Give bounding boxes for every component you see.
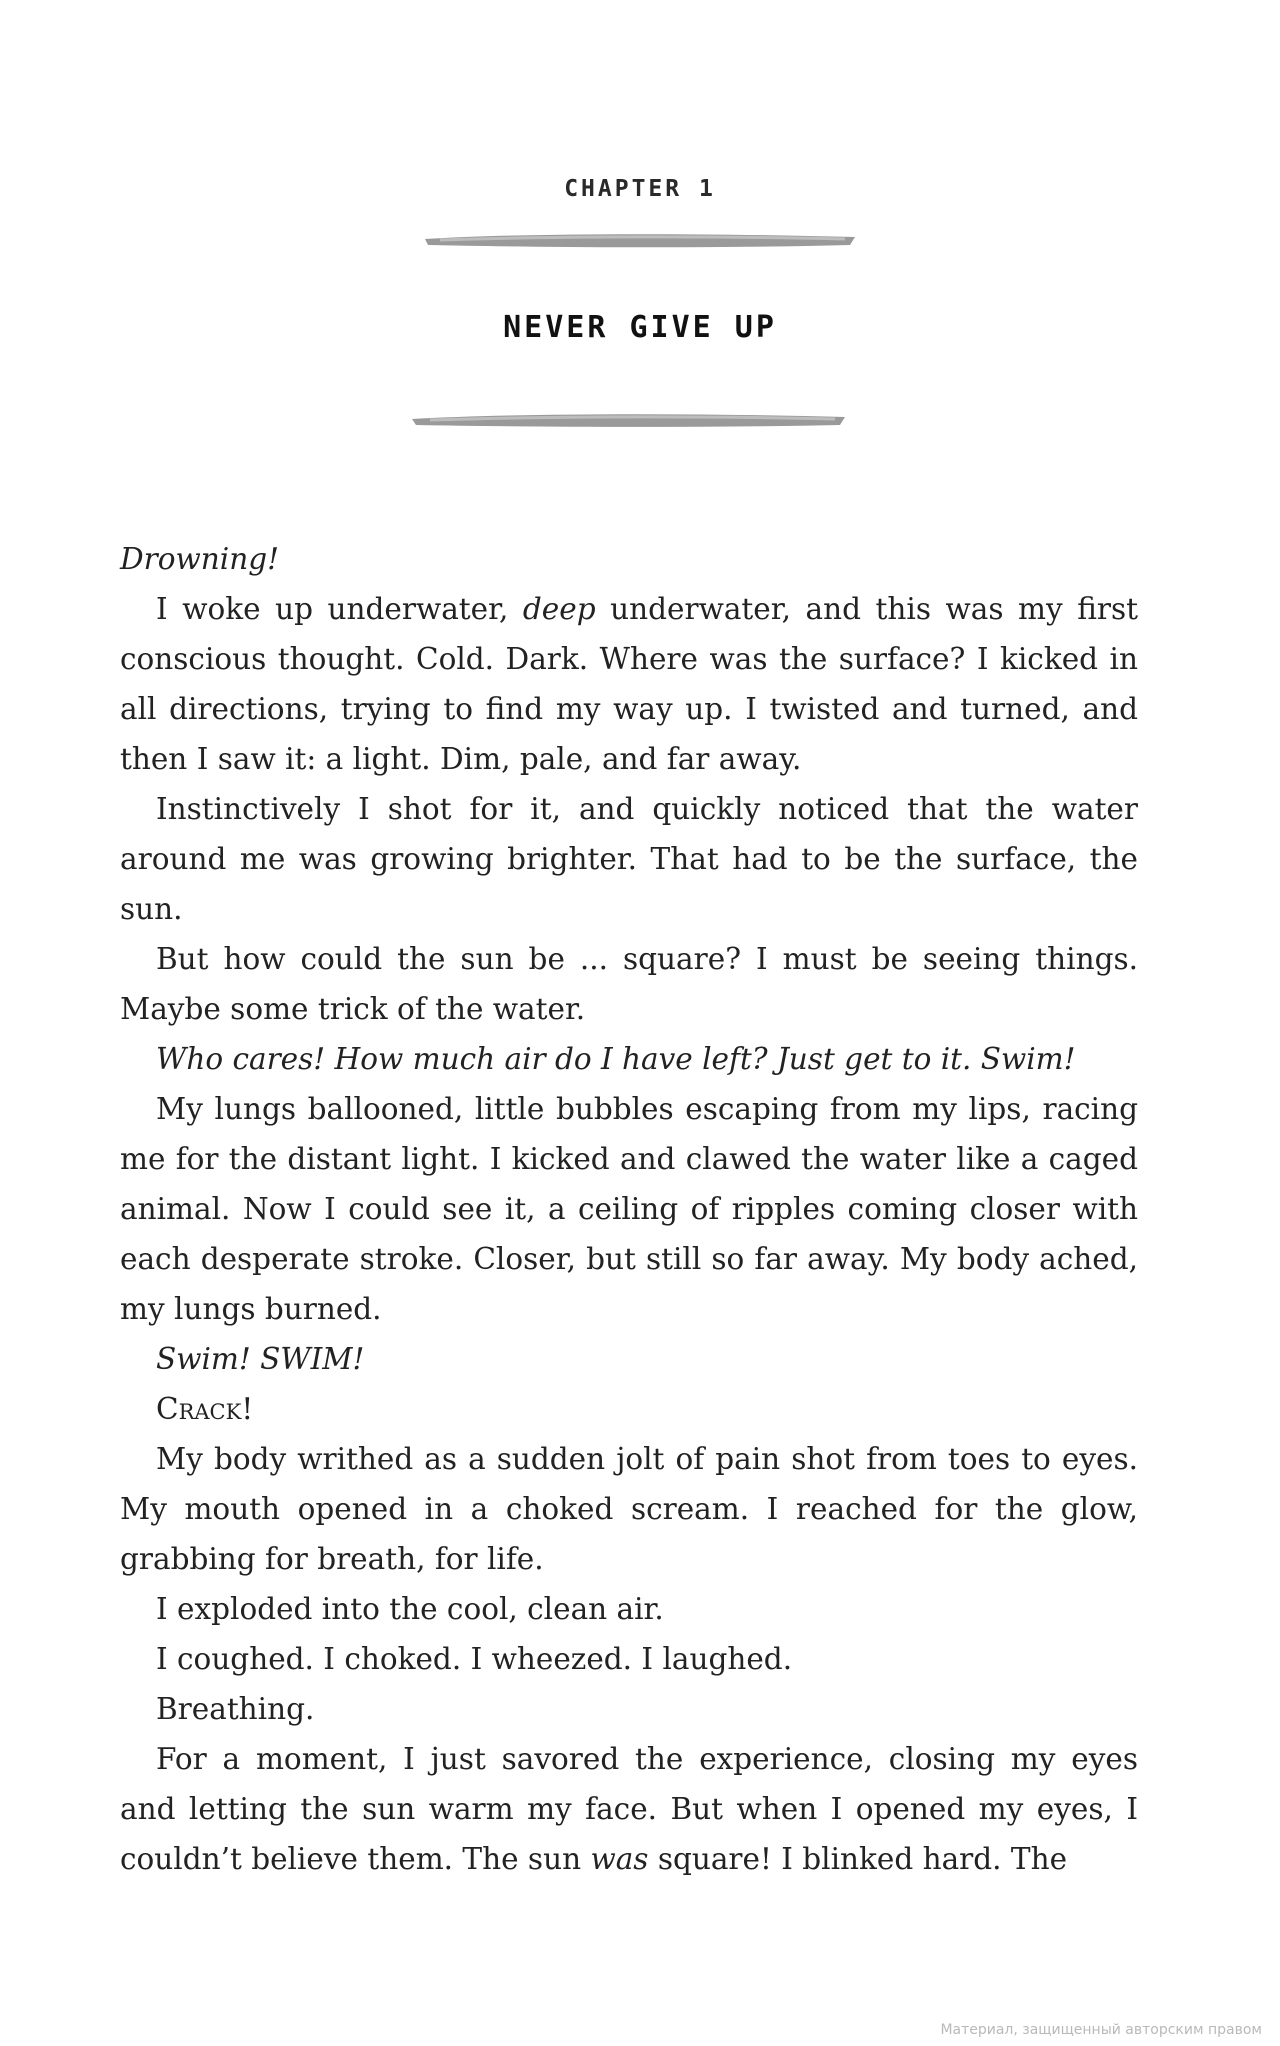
paragraph: Who cares! How much air do I have left? Just get to it. Swim!	[156, 1042, 1076, 1076]
text-run: underwater, and this was my first conscious thought. Cold. Dark. Where was the surface? I kicked in all directions, trying to find my way up. I twisted and turned, and then I saw it: a light. Dim, pale, and far away.	[120, 592, 1138, 776]
copyright-watermark: Материал, защищенный авторским правом	[940, 2022, 1262, 2038]
chapter-body	[120, 534, 1138, 1884]
paragraph	[120, 1734, 1138, 1884]
paragraph: My lungs ballooned, little bubbles escaping from my lips, racing me for the distant light. I kicked and clawed the water like a caged animal. Now I could see it, a ceiling of ripples coming closer with each desperate stroke. Closer, but still so far away. My body ached, my lungs burned.	[120, 1092, 1138, 1326]
chapter-label: CHAPTER 1	[564, 176, 716, 202]
paragraph: Breathing.	[156, 1692, 315, 1726]
paragraph: Swim! SWIM!	[156, 1342, 365, 1376]
paragraph	[120, 584, 1138, 784]
paragraph: But how could the sun be ... square? I must be seeing things. Maybe some trick of the water.	[120, 942, 1138, 1026]
paragraph: Instinctively I shot for it, and quickly noticed that the water around me was growing brighter. That had to be the surface, the sun.	[120, 792, 1138, 926]
text-run: I woke up underwater,	[156, 592, 523, 626]
paragraph	[120, 1384, 1138, 1434]
paragraph: Drowning!	[120, 542, 279, 576]
brush-stroke-bottom	[0, 404, 1280, 434]
sound-effect: Crack	[156, 1392, 242, 1426]
emphasis: was	[590, 1842, 649, 1876]
paragraph: My body writhed as a sudden jolt of pain shot from toes to eyes. My mouth opened in a choked scream. I reached for the glow, grabbing for breath, for life.	[120, 1442, 1138, 1576]
emphasis: deep	[522, 592, 596, 626]
paragraph: I coughed. I choked. I wheezed. I laughed.	[156, 1642, 793, 1676]
text-run: For a moment, I just savored the experience, closing my eyes and letting the sun warm my face. But when I opened my eyes, I couldn’t believe them. The sun	[120, 1742, 1138, 1876]
text-run: square! I blinked hard. The	[648, 1842, 1068, 1876]
paragraph: I exploded into the cool, clean air.	[156, 1592, 664, 1626]
text-run: !	[241, 1392, 254, 1426]
chapter-title: NEVER GIVE UP	[503, 310, 777, 345]
brush-stroke-top	[0, 225, 1280, 255]
